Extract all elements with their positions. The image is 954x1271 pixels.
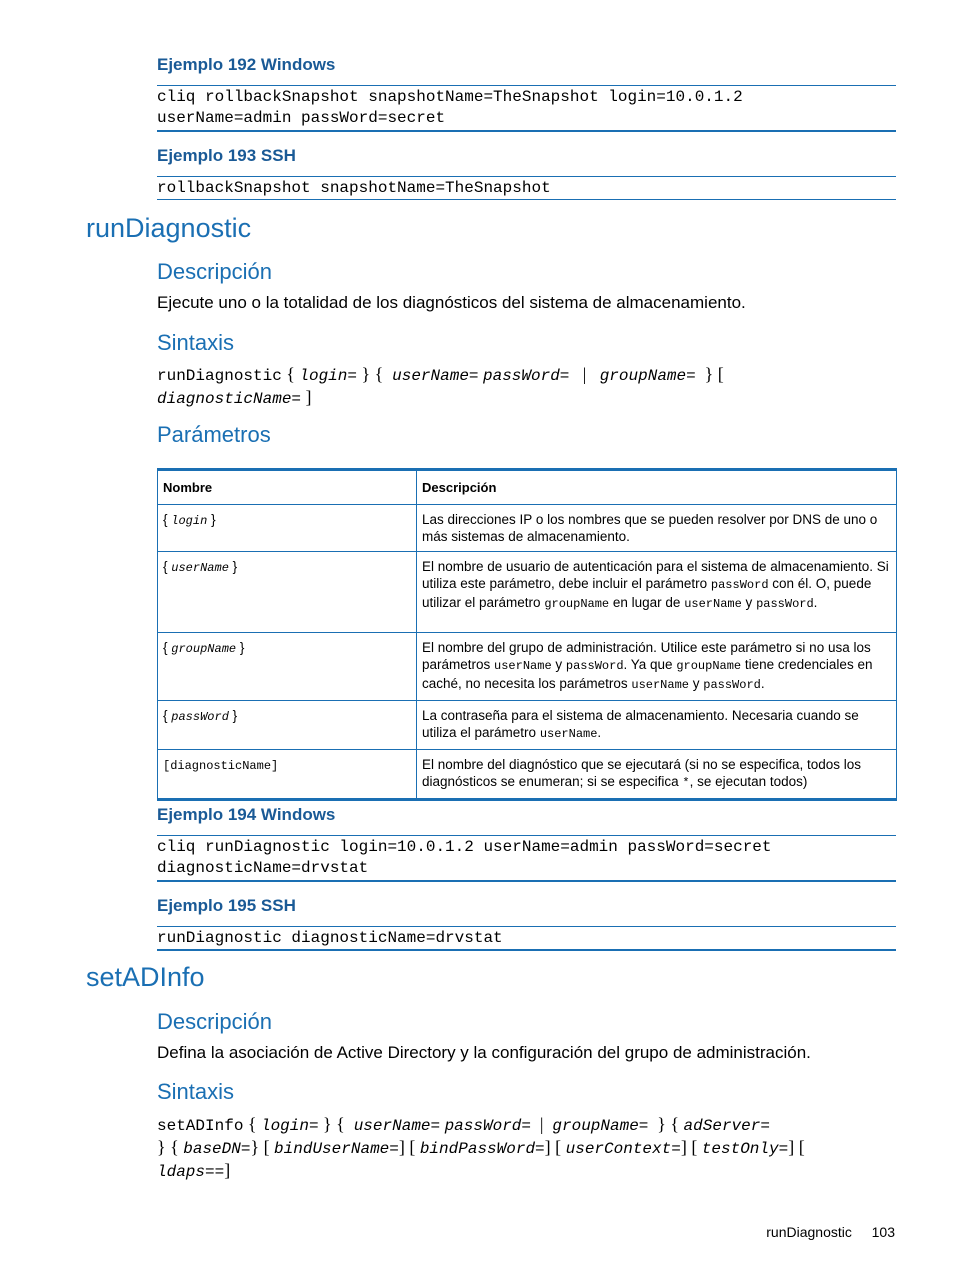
desc-text: El nombre del diagnóstico que se ejecutará (si no se especifica, todos los diagnósticos se enumeran; si se especifica xyxy=(422,757,862,789)
example-195-code xyxy=(157,926,896,951)
syntax-command: runDiagnostic xyxy=(157,367,282,385)
param-description-cell xyxy=(417,750,897,800)
parameters-heading: Parámetros xyxy=(157,422,271,447)
code-line: rollbackSnapshot snapshotName=TheSnapshot xyxy=(157,179,551,197)
param-name-cell xyxy=(158,505,417,552)
syntax-param-basedn: baseDN= xyxy=(183,1140,251,1158)
table-row xyxy=(158,552,897,633)
brace: } xyxy=(211,512,216,527)
syntax-param-usercontext: userContext= xyxy=(565,1140,681,1158)
footer-label: runDiagnostic xyxy=(766,1224,852,1240)
desc-code: passWord xyxy=(565,659,624,673)
syntax-brace: } [ xyxy=(704,364,724,384)
param-name-cell xyxy=(158,701,417,750)
desc-text: El nombre del grupo de administración. Utilice este parámetro si no usa los parámetros xyxy=(422,640,871,672)
page-footer xyxy=(766,1224,895,1240)
syntax-heading: Sintaxis xyxy=(157,330,235,355)
desc-code: passWord xyxy=(703,678,761,692)
example-194-code xyxy=(157,835,896,882)
code-line: cliq runDiagnostic login=10.0.1.2 userName=admin passWord=secret xyxy=(157,838,772,856)
syntax-param-testonly: testOnly= xyxy=(701,1140,789,1158)
syntax-brace: } { xyxy=(157,1137,179,1157)
desc-text: en lugar de xyxy=(609,595,685,610)
code-line: cliq rollbackSnapshot snapshotName=TheSnapshot login=10.0.1.2 xyxy=(157,88,743,106)
code-line: runDiagnostic diagnosticName=drvstat xyxy=(157,929,503,947)
syntax-param-password: passWord= xyxy=(444,1117,531,1135)
table-row xyxy=(158,750,897,800)
syntax-param-groupname: groupName= xyxy=(599,367,696,385)
syntax-bracket: ] [ xyxy=(788,1137,805,1157)
syntax-brace: } { xyxy=(657,1114,680,1134)
syntax-param-ldaps: ldaps== xyxy=(157,1163,225,1181)
syntax-brace: } [ xyxy=(250,1137,270,1157)
desc-text: La contraseña para el sistema de almacenamiento. Necesaria cuando se utiliza el parámetro xyxy=(422,708,859,740)
syntax-brace: { xyxy=(247,1114,257,1134)
desc-text: . Ya que xyxy=(623,657,677,672)
param-name-cell xyxy=(158,633,417,701)
param-name-cell xyxy=(158,750,417,800)
code-line: userName=admin passWord=secret xyxy=(157,109,446,127)
parameters-table xyxy=(157,468,897,801)
syntax-param-login: login= xyxy=(260,1117,319,1135)
brace: { xyxy=(163,559,168,574)
table-row xyxy=(158,505,897,552)
desc-text: . xyxy=(813,595,818,610)
syntax-command: setADInfo xyxy=(157,1117,244,1135)
syntax-block xyxy=(157,364,897,410)
syntax-param-login: login= xyxy=(299,367,357,385)
brace: { xyxy=(163,512,168,527)
example-193-code xyxy=(157,176,896,200)
syntax-param-adserver: adServer= xyxy=(683,1117,770,1135)
desc-text: y xyxy=(688,676,704,691)
desc-code: groupName xyxy=(676,659,742,673)
syntax-pipe: | xyxy=(539,1114,544,1134)
brace: } xyxy=(239,640,245,655)
syntax-param-username: userName= xyxy=(353,1117,441,1135)
syntax-param-bindusername: bindUserName= xyxy=(274,1140,399,1158)
param-description-cell: Las direcciones IP o los nombres que se pueden resolver por DNS de uno o más sistemas de almacenamiento. xyxy=(417,505,897,552)
column-header-description: Descripción xyxy=(417,470,897,505)
description-heading: Descripción xyxy=(157,259,272,284)
section-heading-rundiagnostic: runDiagnostic xyxy=(86,213,252,243)
syntax-brace: { xyxy=(286,364,295,384)
desc-code: groupName xyxy=(544,597,610,611)
table-row xyxy=(158,633,897,701)
example-195-title: Ejemplo 195 SSH xyxy=(157,896,296,915)
syntax-bracket: ] [ xyxy=(398,1137,416,1157)
brace: { xyxy=(163,640,168,655)
column-header-name: Nombre xyxy=(158,470,417,505)
desc-text: . xyxy=(597,725,602,740)
example-192-code xyxy=(157,85,896,132)
table-row xyxy=(158,701,897,750)
example-194-title: Ejemplo 194 Windows xyxy=(157,805,336,824)
syntax-pipe: | xyxy=(582,364,587,384)
desc-code: userName xyxy=(494,659,552,673)
desc-text: . xyxy=(760,676,765,691)
param-description-cell xyxy=(417,552,897,633)
param-name: [diagnosticName] xyxy=(163,759,279,773)
syntax-param-groupname: groupName= xyxy=(552,1117,649,1135)
syntax-bracket: ] xyxy=(305,387,312,407)
syntax-block xyxy=(157,1114,897,1183)
param-name: passWord xyxy=(171,710,229,724)
syntax-bracket: ] [ xyxy=(680,1137,698,1157)
code-line: diagnosticName=drvstat xyxy=(157,859,369,877)
description-heading: Descripción xyxy=(157,1009,272,1034)
param-description-cell xyxy=(417,701,897,750)
example-192-title: Ejemplo 192 Windows xyxy=(157,55,336,74)
desc-text: y xyxy=(551,657,566,672)
param-name-cell xyxy=(158,552,417,633)
desc-code: userName xyxy=(631,678,689,692)
desc-code: userName xyxy=(684,597,742,611)
desc-text: tiene credenciales en caché, no necesita los parámetros xyxy=(422,657,873,691)
desc-code: passWord xyxy=(756,597,814,611)
param-name: groupName xyxy=(171,642,237,656)
brace: } xyxy=(232,708,238,723)
section-heading-setadinfo: setADInfo xyxy=(86,962,205,992)
syntax-param-diagnosticname: diagnosticName= xyxy=(157,390,302,408)
desc-code: * xyxy=(682,776,690,790)
param-name: login xyxy=(171,514,208,528)
brace: { xyxy=(163,708,168,723)
param-name: userName xyxy=(171,561,229,575)
table-header-row xyxy=(158,470,897,505)
syntax-param-password: passWord= xyxy=(482,367,570,385)
desc-code: userName xyxy=(539,727,598,741)
example-193-title: Ejemplo 193 SSH xyxy=(157,146,296,165)
syntax-brace: } { xyxy=(361,364,384,384)
brace: } xyxy=(232,559,238,574)
desc-text: , se ejecutan todos) xyxy=(689,774,808,789)
syntax-heading: Sintaxis xyxy=(157,1079,235,1104)
syntax-bracket: ] xyxy=(224,1160,231,1180)
syntax-bracket: ] [ xyxy=(544,1137,562,1157)
description-text: Defina la asociación de Active Directory y la configuración del grupo de administración. xyxy=(157,1043,811,1062)
page-number: 103 xyxy=(871,1224,895,1240)
desc-text: y xyxy=(741,595,757,610)
desc-code: passWord xyxy=(710,578,769,592)
desc-text: El nombre de usuario de autenticación para el sistema de almacenamiento. Si utiliza este parámetro, debe incluir el parámetro xyxy=(422,559,889,591)
syntax-brace: } { xyxy=(323,1114,345,1134)
syntax-param-username: userName= xyxy=(392,367,479,385)
syntax-param-bindpassword: bindPassWord= xyxy=(419,1140,545,1158)
description-text: Ejecute uno o la totalidad de los diagnósticos del sistema de almacenamiento. xyxy=(157,293,746,312)
param-description-cell xyxy=(417,633,897,701)
desc-text: con él. O, puede utilizar el parámetro xyxy=(422,576,872,610)
